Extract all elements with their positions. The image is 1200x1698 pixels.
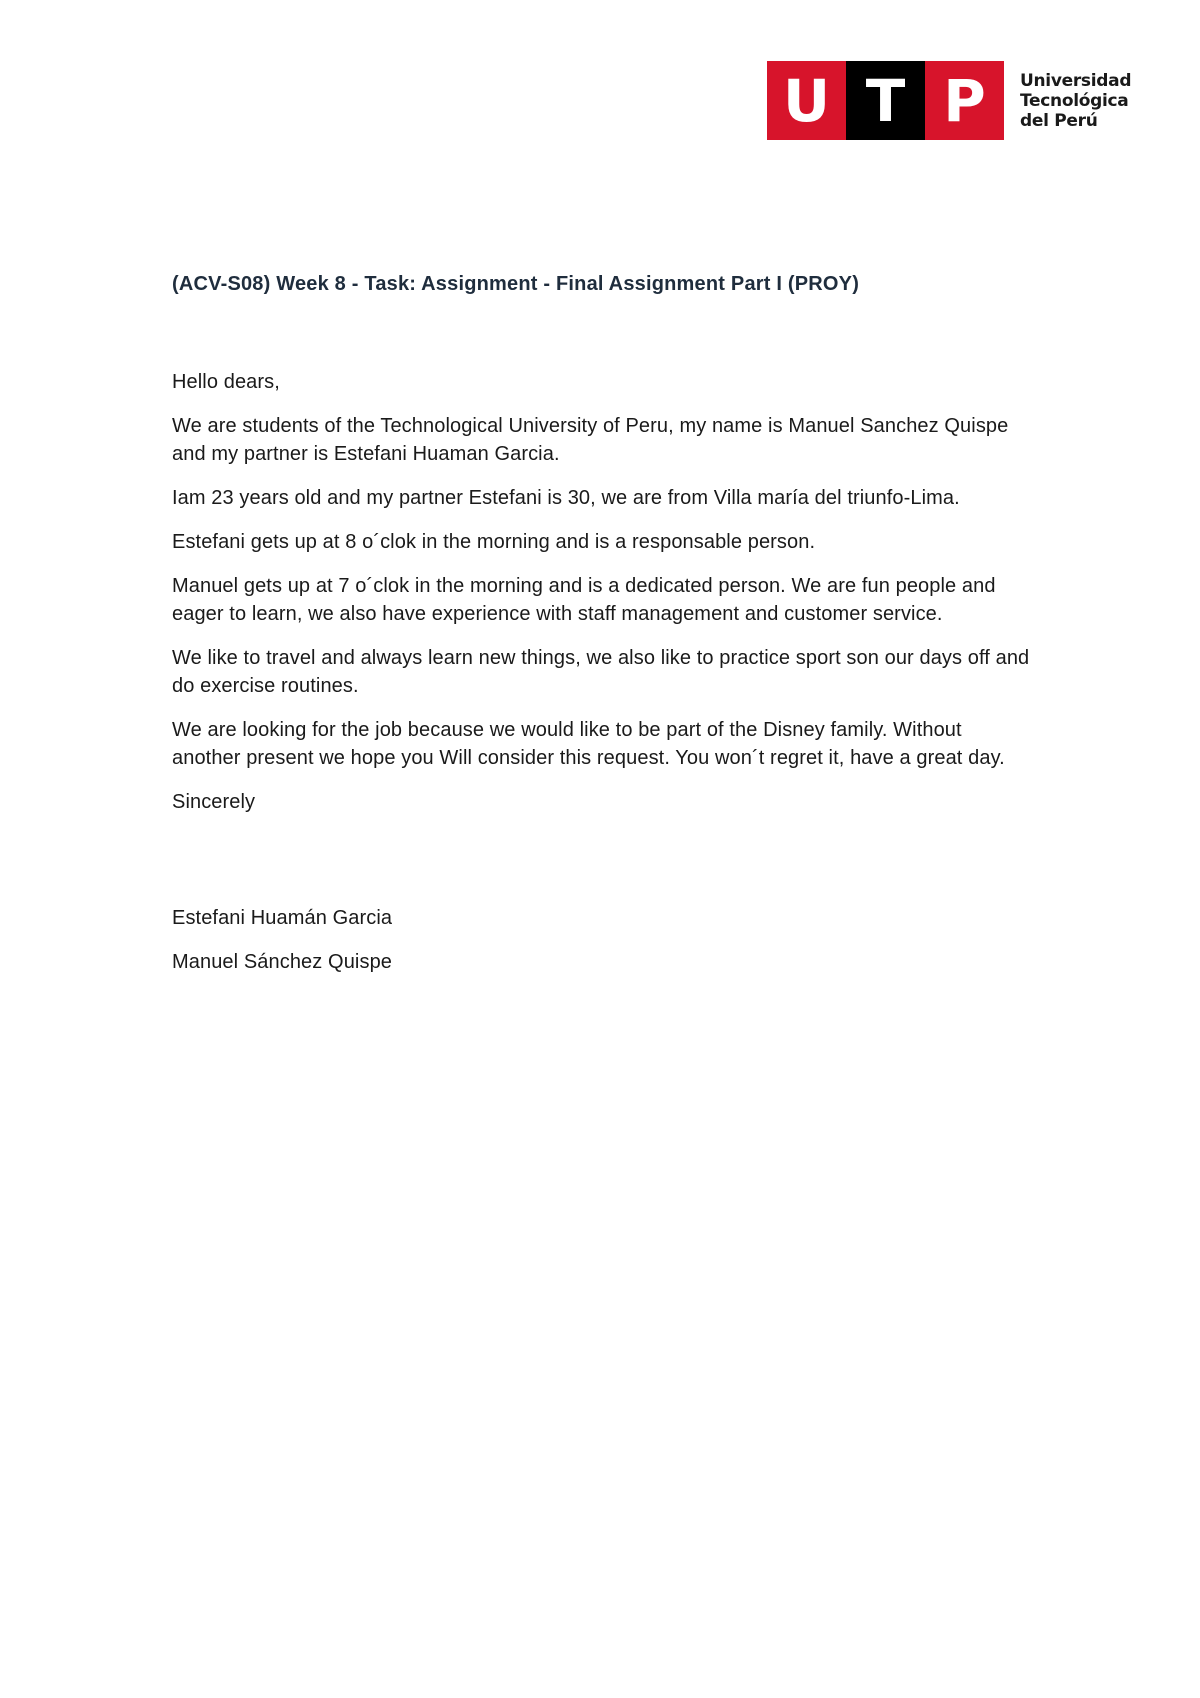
- paragraph: Iam 23 years old and my partner Estefani is 30, we are from Villa maría del triunfo-Lima.: [172, 487, 960, 509]
- paragraph: We like to travel and always learn new things, we also like to practice sport son our days off and do exercise routines.: [172, 647, 1030, 697]
- logo-wordmark-line: Universidad: [1020, 70, 1132, 91]
- signature-name: Manuel Sánchez Quispe: [172, 951, 393, 973]
- letter-body: [172, 270, 1032, 976]
- closing: Sincerely: [172, 791, 256, 813]
- logo-letter-t: T: [846, 61, 925, 140]
- paragraph: Estefani gets up at 8 o´clok in the morning and is a responsable person.: [172, 531, 816, 553]
- logo-wordmark-line: del Perú: [1020, 110, 1098, 131]
- greeting: Hello dears,: [172, 371, 280, 393]
- logo-letter-u: U: [767, 61, 846, 140]
- paragraph: Manuel gets up at 7 o´clok in the morning and is a dedicated person. We are fun people and eager to learn, we also have experience with staff management and customer service.: [172, 575, 996, 625]
- logo-mark: [767, 61, 1004, 140]
- document-title: (ACV-S08) Week 8 - Task: Assignment - Final Assignment Part I (PROY): [172, 273, 860, 295]
- logo-wordmark-line: Tecnológica: [1020, 90, 1129, 111]
- logo-letter-p: P: [925, 61, 1004, 140]
- paragraph: We are students of the Technological University of Peru, my name is Manuel Sanchez Quispe and my partner is Estefani Huaman Garcia.: [172, 415, 1009, 465]
- logo-wordmark: [1020, 71, 1131, 131]
- paragraph: We are looking for the job because we would like to be part of the Disney family. Without another present we hope you Will consider this request. You won´t regret it, have a great day.: [172, 719, 1005, 769]
- utp-logo: [767, 61, 1131, 140]
- signature-name: Estefani Huamán Garcia: [172, 907, 393, 929]
